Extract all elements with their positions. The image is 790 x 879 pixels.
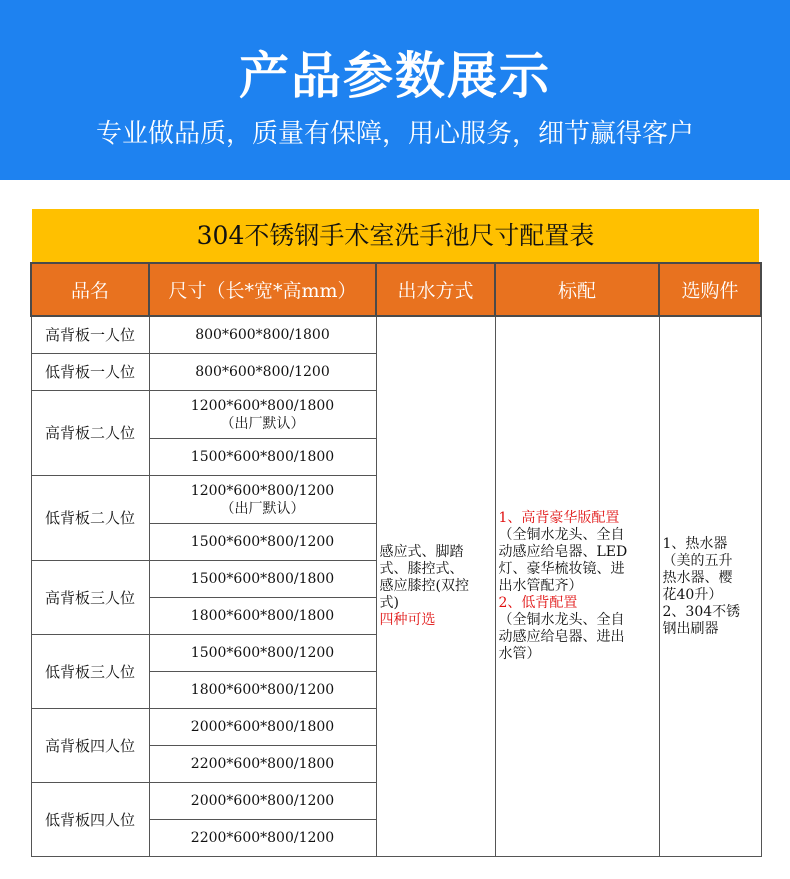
- product-name: 低背板三人位: [31, 635, 149, 709]
- header-standard: 标配: [495, 263, 659, 316]
- standard-option1-line: 灯、豪华梳妆镜、进: [498, 561, 625, 577]
- size-cell: [149, 476, 376, 524]
- header-size: 尺寸（长*宽*高mm）: [149, 263, 376, 316]
- header-optional: 选购件: [659, 263, 761, 316]
- optional-line: 热水器、樱: [662, 569, 733, 586]
- table-title: 304不锈钢手术室洗手池尺寸配置表: [32, 209, 759, 262]
- standard-option2-line: 水管）: [498, 646, 541, 662]
- optional-line: 2、304不锈: [662, 603, 741, 620]
- size-cell: 2200*600*800/1200: [149, 820, 376, 857]
- size-cell: 1800*600*800/1200: [149, 672, 376, 709]
- optional-line: （美的五升: [662, 552, 733, 569]
- optional-line: 1、热水器: [662, 535, 728, 552]
- table-row: [31, 316, 761, 354]
- header-row: [31, 263, 761, 316]
- standard-option2-line: （全铜水龙头、全自: [498, 612, 625, 628]
- water-outlet-cell: [376, 316, 495, 857]
- water-outlet-line: 感应膝控(双控: [379, 578, 469, 594]
- banner-subtitle: 专业做品质，质量有保障，用心服务，细节赢得客户: [95, 119, 694, 149]
- standard-option1-title: 1、高背豪华版配置: [498, 510, 620, 526]
- size-value: 1200*600*800/1800: [190, 397, 335, 414]
- standard-option1-line: （全铜水龙头、全自: [498, 527, 625, 543]
- product-name: 高背板四人位: [31, 709, 149, 783]
- product-name: 低背板一人位: [31, 354, 149, 391]
- header-name: 品名: [31, 263, 149, 316]
- standard-cell: [495, 316, 659, 857]
- water-outlet-highlight: 四种可选: [379, 612, 436, 628]
- size-cell: 2200*600*800/1800: [149, 746, 376, 783]
- product-name: 高背板一人位: [31, 316, 149, 354]
- banner-title: 产品参数展示: [239, 47, 551, 105]
- product-name: 高背板二人位: [31, 391, 149, 476]
- standard-option1-line: 动感应给皂器、LED: [498, 544, 628, 560]
- size-cell: 1800*600*800/1800: [149, 598, 376, 635]
- water-outlet-line: 感应式、脚踏: [379, 544, 464, 560]
- standard-option2-title: 2、低背配置: [498, 595, 578, 611]
- size-note: （出厂默认）: [220, 415, 305, 432]
- optional-line: 钢出刷器: [662, 620, 719, 637]
- size-cell: 1500*600*800/1800: [149, 439, 376, 476]
- size-cell: 1500*600*800/1200: [149, 635, 376, 672]
- water-outlet-line: 式、膝控式、: [379, 561, 464, 577]
- product-name: 低背板四人位: [31, 783, 149, 857]
- water-outlet-line: 式): [379, 595, 399, 611]
- size-value: 1200*600*800/1200: [190, 482, 335, 499]
- size-cell: [149, 391, 376, 439]
- optional-line: 花40升）: [662, 586, 723, 603]
- size-cell: 1500*600*800/1800: [149, 561, 376, 598]
- spec-table: [30, 262, 762, 857]
- product-name: 高背板三人位: [31, 561, 149, 635]
- size-cell: 2000*600*800/1800: [149, 709, 376, 746]
- size-cell: 1500*600*800/1200: [149, 524, 376, 561]
- header-water-outlet: 出水方式: [376, 263, 495, 316]
- banner: [0, 0, 790, 180]
- size-note: （出厂默认）: [220, 500, 305, 517]
- size-cell: 800*600*800/1200: [149, 354, 376, 391]
- product-name: 低背板二人位: [31, 476, 149, 561]
- size-cell: 800*600*800/1800: [149, 316, 376, 354]
- standard-option1-line: 出水管配齐）: [498, 578, 583, 594]
- optional-cell: [659, 316, 761, 857]
- size-cell: 2000*600*800/1200: [149, 783, 376, 820]
- standard-option2-line: 动感应给皂器、进出: [498, 629, 625, 645]
